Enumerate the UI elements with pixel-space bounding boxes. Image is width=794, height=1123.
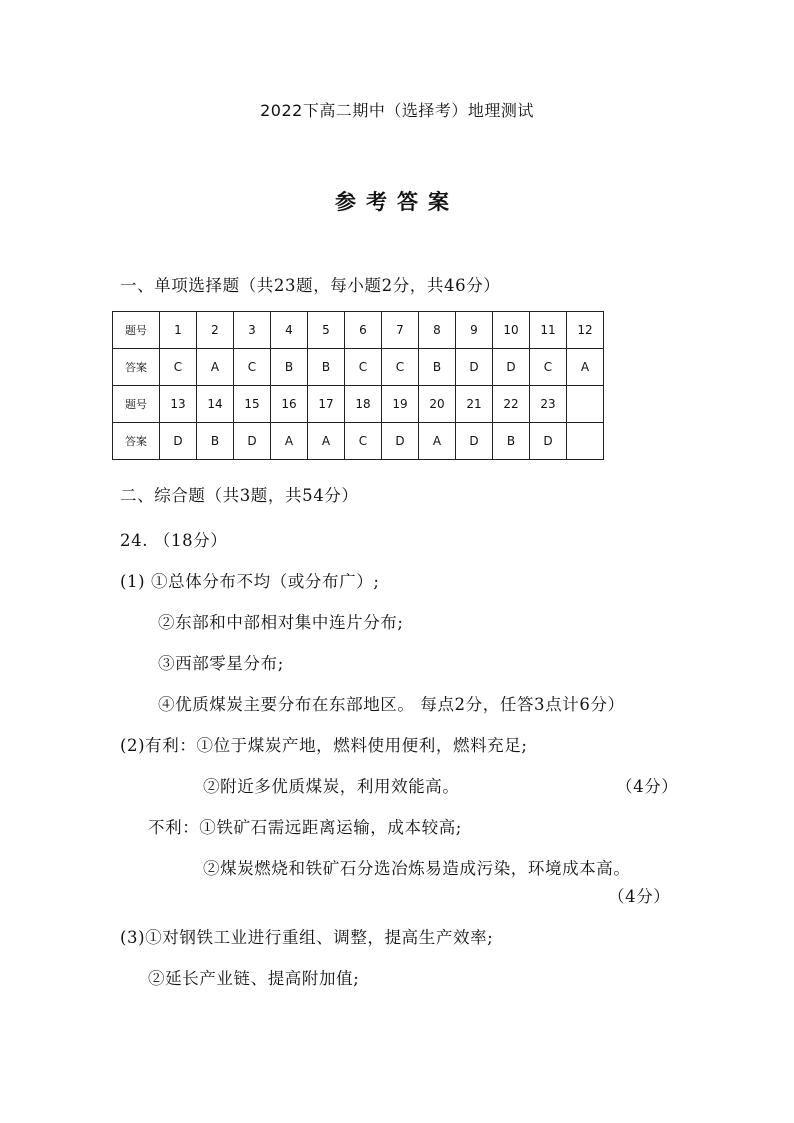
table-cell: D (456, 349, 493, 386)
table-cell: 21 (456, 386, 493, 423)
table-cell: 23 (530, 386, 567, 423)
table-cell: D (456, 423, 493, 460)
section1-heading: 一、单项选择题（共23题，每小题2分，共46分） (120, 276, 501, 295)
q24-part1-line2: ②东部和中部相对集中连片分布; (158, 613, 404, 632)
table-cell: D (160, 423, 197, 460)
section2-heading: 二、综合题（共3题，共54分） (120, 486, 359, 505)
table-cell: 18 (345, 386, 382, 423)
q24-part2-line3: 不利：①铁矿石需远距离运输，成本较高; (148, 818, 462, 837)
table-cell: 9 (456, 312, 493, 349)
page-title: 2022下高二期中（选择考）地理测试 (260, 101, 534, 120)
table-cell: A (419, 423, 456, 460)
table-cell: 11 (530, 312, 567, 349)
table-cell: 8 (419, 312, 456, 349)
table-cell: C (345, 423, 382, 460)
row-label: 题号 (113, 386, 160, 423)
table-cell: B (271, 349, 308, 386)
table-cell: 2 (197, 312, 234, 349)
table-cell: B (308, 349, 345, 386)
q24-part2-line4: ②煤炭燃烧和铁矿石分选冶炼易造成污染，环境成本高。 (203, 859, 631, 878)
q24-part2-score1: （4分） (616, 777, 679, 796)
table-cell: A (271, 423, 308, 460)
table-cell: 13 (160, 386, 197, 423)
table-row (113, 423, 604, 460)
table-cell: C (530, 349, 567, 386)
table-cell: 16 (271, 386, 308, 423)
table-row (113, 312, 604, 349)
table-cell: B (197, 423, 234, 460)
row-label: 答案 (113, 349, 160, 386)
table-cell: C (160, 349, 197, 386)
table-cell: 14 (197, 386, 234, 423)
row-label: 题号 (113, 312, 160, 349)
table-cell: A (197, 349, 234, 386)
table-cell (567, 423, 604, 460)
table-cell: B (493, 423, 530, 460)
table-row (113, 349, 604, 386)
table-cell: B (419, 349, 456, 386)
table-cell: 3 (234, 312, 271, 349)
table-cell: A (567, 349, 604, 386)
q24-part2-score2: （4分） (608, 887, 671, 906)
q24-part1-line3: ③西部零星分布; (158, 654, 284, 673)
table-cell: 17 (308, 386, 345, 423)
table-cell: C (382, 349, 419, 386)
table-cell: A (308, 423, 345, 460)
q24-part2-line2: ②附近多优质煤炭，利用效能高。 (203, 777, 460, 796)
row-label: 答案 (113, 423, 160, 460)
table-cell: D (493, 349, 530, 386)
answer-table (112, 311, 604, 460)
table-cell: 12 (567, 312, 604, 349)
q24-part3-line1: (3)①对钢铁工业进行重组、调整，提高生产效率; (120, 928, 494, 947)
q24-part3-line2: ②延长产业链、提高附加值; (148, 969, 360, 988)
table-cell: 7 (382, 312, 419, 349)
table-cell: 22 (493, 386, 530, 423)
table-cell: 10 (493, 312, 530, 349)
table-cell: C (345, 349, 382, 386)
q24-title: 24. （18分） (120, 531, 228, 550)
table-cell (567, 386, 604, 423)
q24-part1-line1: (1) ①总体分布不均（或分布广）; (120, 572, 380, 591)
table-cell: D (530, 423, 567, 460)
table-cell: 19 (382, 386, 419, 423)
table-cell: 6 (345, 312, 382, 349)
table-cell: D (382, 423, 419, 460)
table-cell: 15 (234, 386, 271, 423)
table-cell: 1 (160, 312, 197, 349)
answer-key-heading: 参考答案 (335, 189, 459, 214)
table-cell: 5 (308, 312, 345, 349)
table-cell: C (234, 349, 271, 386)
table-cell: D (234, 423, 271, 460)
q24-part2-line1: (2)有利：①位于煤炭产地，燃料使用便利，燃料充足; (120, 736, 528, 755)
table-cell: 4 (271, 312, 308, 349)
q24-part1-line4: ④优质煤炭主要分布在东部地区。 每点2分，任答3点计6分） (158, 695, 625, 714)
table-cell: 20 (419, 386, 456, 423)
table-row (113, 386, 604, 423)
